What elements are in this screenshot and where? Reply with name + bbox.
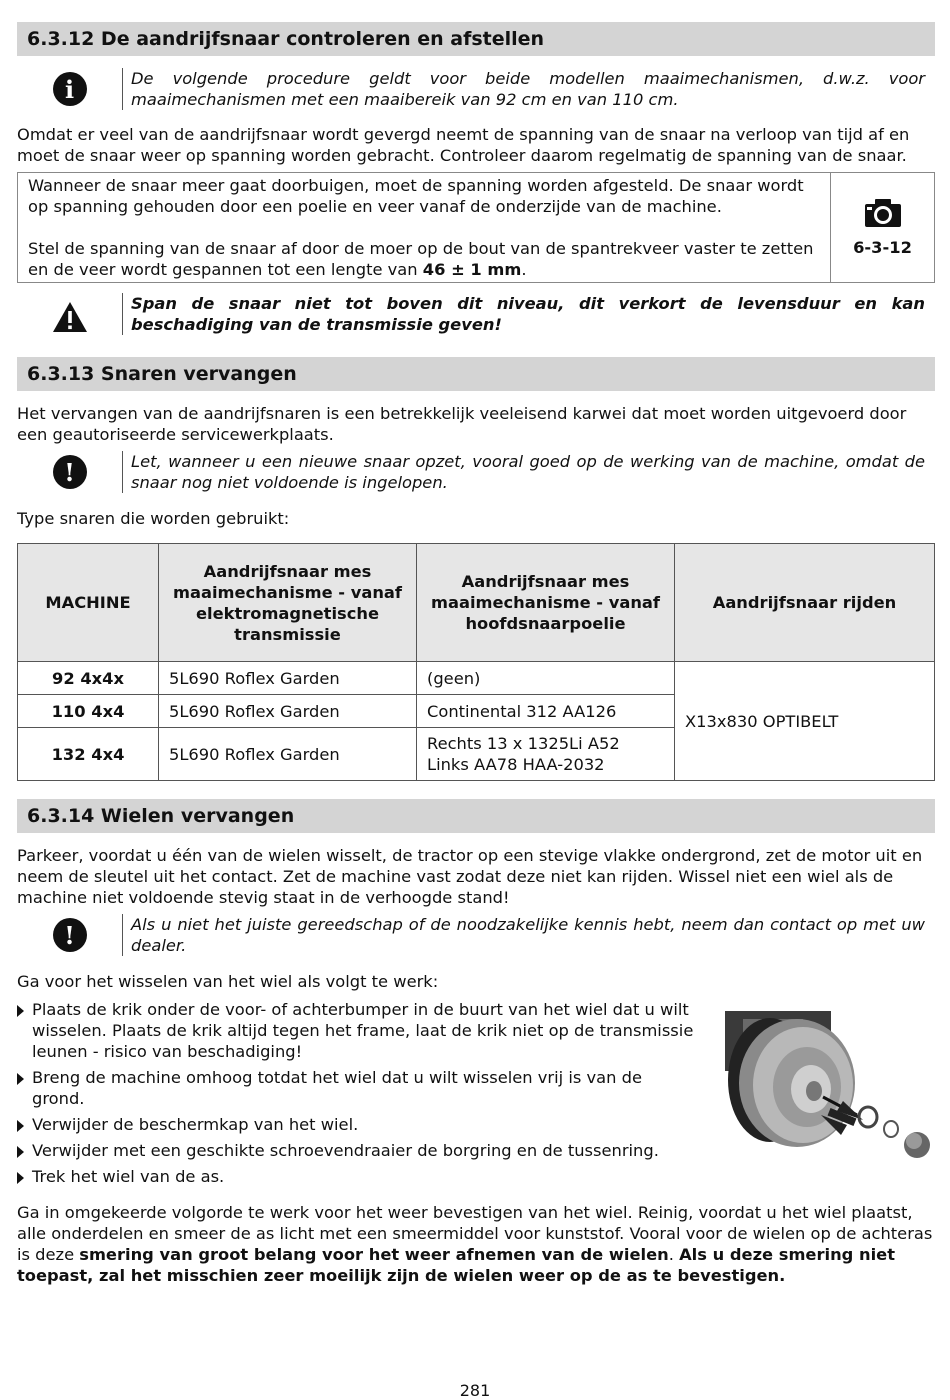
- table-cell: (geen): [417, 662, 675, 695]
- info-icon: i: [53, 72, 87, 106]
- warning-triangle-icon: [52, 301, 88, 333]
- list-item: Trek het wiel van de as.: [17, 1166, 699, 1187]
- column-header: Aandrijfsnaar rijden: [675, 544, 935, 662]
- bullet-arrow-icon: [17, 1172, 24, 1184]
- table-cell: 92 4x4x: [18, 662, 159, 695]
- step-list: [17, 999, 699, 1192]
- bullet-arrow-icon: [17, 1005, 24, 1017]
- table-cell: X13x830 OPTIBELT: [675, 662, 935, 781]
- photo-reference: 6-3-12: [853, 238, 912, 257]
- table-cell: 5L690 Roflex Garden: [159, 662, 417, 695]
- info-note: [17, 68, 935, 110]
- wheel-removal-illustration: [725, 1005, 935, 1160]
- table-cell: Rechts 13 x 1325Li A52 Links AA78 HAA-2032: [417, 728, 675, 781]
- paragraph: Stel de spanning van de snaar af door de moer op de bout van de spantrekveer vaster te zetten en de veer wordt gespannen tot een lengte van 46 ± 1 mm.: [28, 239, 814, 279]
- section-title: 6.3.12 De aandrijfsnaar controleren en afstellen: [17, 22, 935, 56]
- warning-note: [17, 293, 935, 335]
- list-item: Verwijder met een geschikte schroevendraaier de borgring en de tussenring.: [17, 1140, 699, 1161]
- page-number: 281: [459, 1381, 491, 1400]
- bullet-arrow-icon: [17, 1073, 24, 1085]
- steps-block: [17, 999, 935, 1192]
- table-cell: 132 4x4: [18, 728, 159, 781]
- list-item: Verwijder de beschermkap van het wiel.: [17, 1114, 699, 1135]
- table-cell: 5L690 Roflex Garden: [159, 695, 417, 728]
- paragraph: Wanneer de snaar meer gaat doorbuigen, moet de spanning worden afgesteld. De snaar wordt op spanning gehouden door een poelie en veer vanaf de onderzijde van de machine.: [28, 176, 804, 216]
- list-item: Breng de machine omhoog totdat het wiel dat u wilt wisselen vrij is van de grond.: [17, 1067, 699, 1109]
- table-cell: Continental 312 AA126: [417, 695, 675, 728]
- note-text: Als u niet het juiste gereedschap of de noodzakelijke kennis hebt, neem dan contact op met uw dealer.: [122, 914, 935, 956]
- camera-icon: [864, 198, 902, 228]
- procedure-box: [17, 172, 935, 283]
- column-header: Aandrijfsnaar mes maaimechanisme - vanaf elektromagnetische transmissie: [159, 544, 417, 662]
- section-title: 6.3.13 Snaren vervangen: [17, 357, 935, 391]
- paragraph: Ga voor het wisselen van het wiel als volgt te werk:: [17, 972, 439, 991]
- exclamation-icon: !: [53, 455, 87, 489]
- bullet-arrow-icon: [17, 1120, 24, 1132]
- note-text: De volgende procedure geldt voor beide modellen maaimechanismen, d.w.z. voor maaimechanismen met een maaibereik van 92 cm en van 110 cm.: [122, 68, 935, 110]
- paragraph: Omdat er veel van de aandrijfsnaar wordt gevergd neemt de spanning van de snaar na verloop van tijd af en moet de snaar weer op spanning worden gebracht. Controleer daarom regelmatig de spanning van de snaar.: [17, 125, 910, 165]
- table-header-row: [18, 544, 935, 662]
- table-cell: 110 4x4: [18, 695, 159, 728]
- table-row: [18, 662, 935, 695]
- paragraph: Parkeer, voordat u één van de wielen wisselt, de tractor op een stevige vlakke ondergrond, zet de motor uit en neem de sleutel uit het contact. Zet de machine vast zodat deze niet kan rijden. Wissel niet een wiel als de machine niet voldoende stevig staat in de verhoogde stand!: [17, 846, 923, 907]
- paragraph: Ga in omgekeerde volgorde te werk voor het weer bevestigen van het wiel. Reinig, voordat u het wiel plaatst, alle onderdelen en smeer de as licht met een smeermiddel voor kunststof. Vooral voor de wielen op de achteras is deze smering van groot belang voor het weer afnemen van de wielen. Als u deze smering niet toepast, zal het misschien zeer moeilijk zijn de wielen weer op de as te bevestigen.: [17, 1203, 933, 1285]
- table-cell: 5L690 Roflex Garden: [159, 728, 417, 781]
- column-header: Aandrijfsnaar mes maaimechanisme - vanaf hoofdsnaarpoelie: [417, 544, 675, 662]
- belt-table: [17, 543, 935, 781]
- paragraph: Het vervangen van de aandrijfsnaren is een betrekkelijk veeleisend karwei dat moet worden uitgevoerd door een geautoriseerde servicewerkplaats.: [17, 404, 907, 444]
- paragraph: Type snaren die worden gebruikt:: [17, 509, 290, 528]
- attention-note: [17, 451, 935, 493]
- list-item: Plaats de krik onder de voor- of achterbumper in de buurt van het wiel dat u wilt wisselen. Plaats de krik altijd tegen het frame, laat de krik niet op de transmissie leunen - risico van beschadiging!: [17, 999, 699, 1062]
- attention-note: [17, 914, 935, 956]
- manual-page: [17, 0, 935, 1286]
- warning-text: Span de snaar niet tot boven dit niveau, dit verkort de levensduur en kan beschadiging van de transmissie geven!: [122, 293, 935, 335]
- bullet-arrow-icon: [17, 1146, 24, 1158]
- exclamation-icon: !: [53, 918, 87, 952]
- note-text: Let, wanneer u een nieuwe snaar opzet, vooral goed op de werking van de machine, omdat de snaar nog niet voldoende is ingelopen.: [122, 451, 935, 493]
- column-header: MACHINE: [18, 544, 159, 662]
- section-title: 6.3.14 Wielen vervangen: [17, 799, 935, 833]
